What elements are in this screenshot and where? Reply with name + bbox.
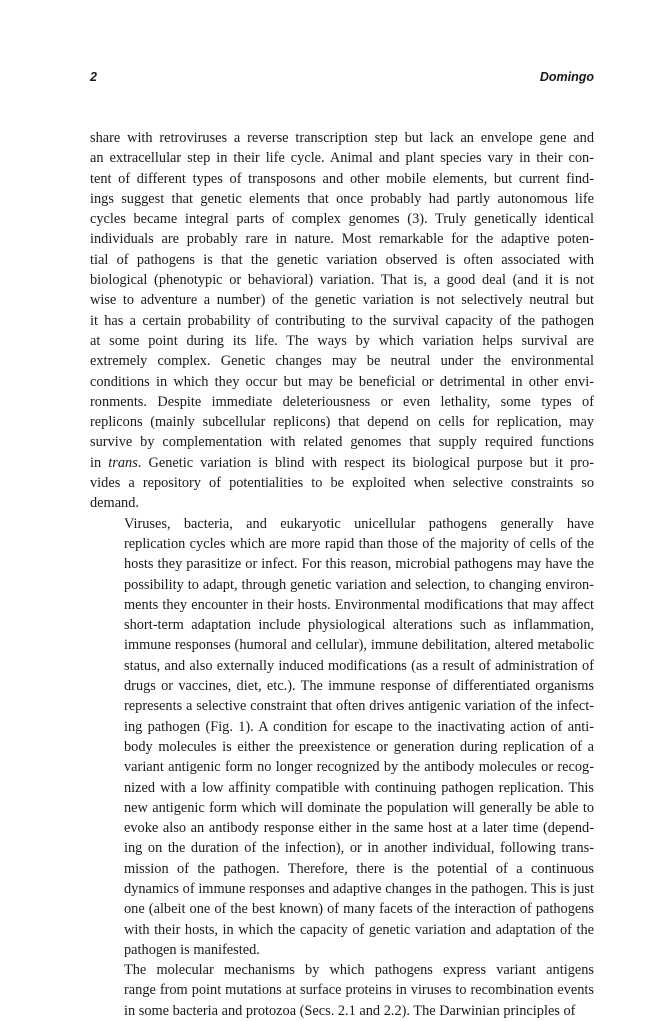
- book-page: [90, 70, 594, 1021]
- paragraph: [90, 960, 594, 1021]
- text-line: ronments. Despite immediate deleteriousness or even lethality, some types of: [90, 393, 594, 410]
- running-title: Domingo: [539, 70, 594, 84]
- text-line: one (albeit one of the best known) of many facets of the interaction of pathogens: [124, 901, 594, 918]
- text-line: at some point during its life. The ways by which variation helps survival are: [90, 332, 594, 349]
- text-line: demand.: [90, 495, 139, 512]
- text-line: replication cycles which are more rapid than those of the majority of cells of the: [124, 535, 594, 552]
- text-line: in some bacteria and protozoa (Secs. 2.1 and 2.2). The Darwinian principles of: [124, 1002, 576, 1019]
- text-line: represents a selective constraint that often drives antigenic variation of the infect-: [124, 698, 594, 715]
- text-line: in trans. Genetic variation is blind with respect its biological purpose but it pro-: [90, 454, 594, 471]
- text-line: variant antigenic form no longer recognized by the antibody molecules or recog-: [124, 759, 594, 776]
- text-line: immune responses (humoral and cellular), immune debilitation, altered metabolic: [124, 637, 594, 654]
- text-line: vides a repository of potentialities to be exploited when selective constraints so: [90, 475, 594, 492]
- text-line: an extracellular step in their life cycle. Animal and plant species vary in their con-: [90, 150, 594, 167]
- text-line: dynamics of immune responses and adaptive changes in the pathogen. This is just: [124, 880, 594, 897]
- text-line: possibility to adapt, through genetic variation and selection, to changing environ-: [124, 576, 594, 593]
- text-line: body molecules is either the preexistence or generation during replication of a: [124, 738, 594, 755]
- text-line: nized with a low affinity compatible with continuing pathogen replication. This: [124, 779, 594, 796]
- running-head: [90, 70, 594, 88]
- text-line: hosts they parasitize or infect. For this reason, microbial pathogens may have the: [124, 556, 594, 573]
- text-line: biological (phenotypic or behavioral) variation. That is, a good deal (and it is not: [90, 272, 594, 289]
- text-line: evoke also an antibody response either in the same host at a later time (depend-: [124, 820, 594, 837]
- text-line: share with retroviruses a reverse transcription step but lack an envelope gene and: [90, 130, 594, 146]
- text-line: cycles became integral parts of complex genomes (3). Truly genetically identical: [90, 211, 594, 228]
- text-line: individuals are probably rare in nature. Most remarkable for the adaptive poten-: [90, 231, 594, 248]
- text-line: pathogen is manifested.: [124, 941, 260, 958]
- text-line: short-term adaptation include physiological alterations such as inflammation,: [124, 617, 594, 634]
- text-line: ing on the duration of the infection), or in another individual, following trans-: [124, 840, 594, 857]
- text-line: tent of different types of transposons and other mobile elements, but current find-: [90, 170, 594, 187]
- text-line: ments they encounter in their hosts. Environmental modifications that may affect: [124, 596, 594, 613]
- text-line: survive by complementation with related genomes that supply required functions: [90, 434, 594, 451]
- text-line: with their hosts, in which the capacity of genetic variation and adaptation of the: [124, 921, 594, 938]
- text-line: replicons (mainly subcellular replicons) that depend on cells for replication, may: [90, 414, 594, 431]
- text-line: status, and also externally induced modifications (as a result of administration of: [124, 657, 594, 674]
- italic-term: trans: [108, 454, 138, 471]
- text-line: ing pathogen (Fig. 1). A condition for escape to the inactivating action of anti-: [124, 718, 594, 735]
- page-number: 2: [90, 70, 97, 84]
- text-line: ings suggest that genetic elements that once probably had partly autonomous life: [90, 190, 594, 207]
- text-line: wise to adventure a number) of the genetic variation is not selectively neutral but: [90, 292, 594, 309]
- text-line: conditions in which they occur but may be beneficial or detrimental in other envi-: [90, 373, 594, 390]
- text-line: range from point mutations at surface proteins in viruses to recombination events: [124, 982, 594, 999]
- body-text: [90, 128, 594, 1021]
- text-line: drugs or vaccines, diet, etc.). The immune response of differentiated organisms: [124, 678, 594, 695]
- text-line: The molecular mechanisms by which pathogens express variant antigens: [124, 962, 594, 979]
- text-line: mission of the pathogen. Therefore, there is the potential of a continuous: [124, 860, 594, 877]
- paragraph: [90, 128, 594, 514]
- paragraph: [90, 514, 594, 961]
- text-line: tial of pathogens is that the genetic variation observed is often associated with: [90, 251, 594, 268]
- text-line: extremely complex. Genetic changes may be neutral under the environmental: [90, 353, 594, 370]
- text-line: new antigenic form which will dominate the population will generally be able to: [124, 799, 594, 816]
- text-line: Viruses, bacteria, and eukaryotic unicellular pathogens generally have: [124, 515, 594, 532]
- text-line: it has a certain probability of contributing to the survival capacity of the pathogen: [90, 312, 594, 329]
